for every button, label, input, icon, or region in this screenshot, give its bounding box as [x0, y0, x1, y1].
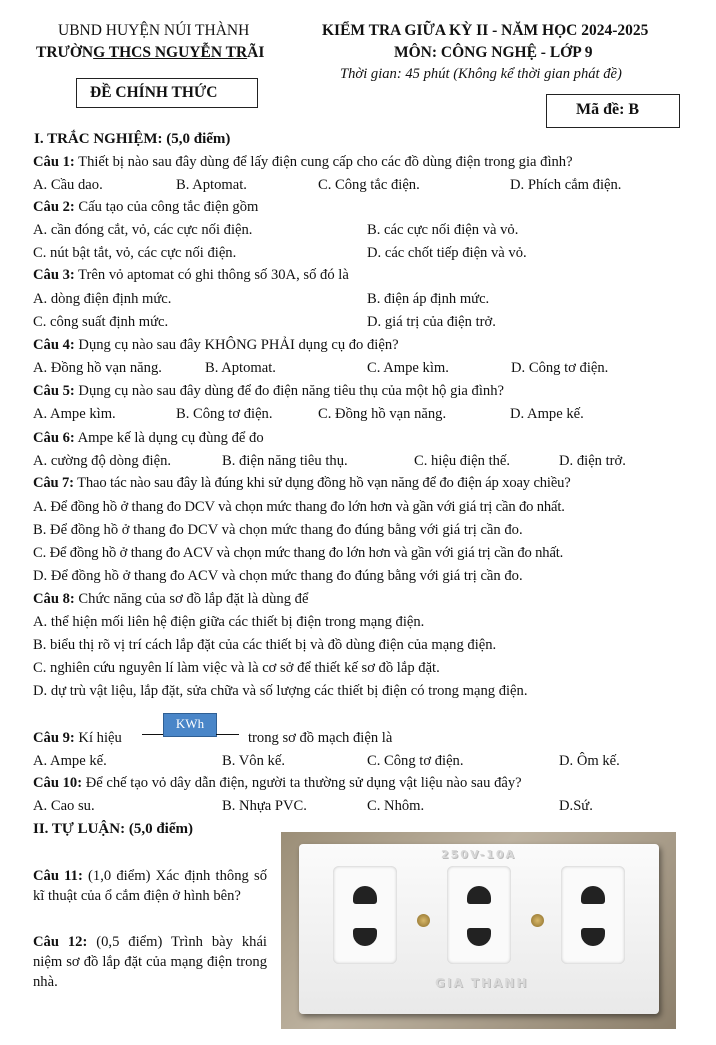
q2-option-a: A. cần đóng cắt, vỏ, các cực nối điện.: [33, 222, 253, 238]
question-7-text: Thao tác nào sau đây là đúng khi sử dụng đồng hồ vạn năng để đo điện áp xoay chiều?: [73, 475, 571, 491]
question-4-num: Câu 4:: [33, 337, 75, 353]
q9-option-b: B. Vôn kế.: [222, 753, 285, 769]
q9-option-c: C. Công tơ điện.: [367, 753, 464, 769]
q7-option-d: D. Để đồng hồ ở thang đo ACV và chọn mức thang đo đúng bằng với giá trị cần đo.: [33, 568, 523, 584]
question-5: [33, 382, 504, 400]
question-12: [33, 932, 267, 992]
screw-right: [531, 914, 544, 927]
q2-option-c: C. nút bật tắt, vỏ, các cực nối điện.: [33, 245, 237, 261]
school-name-prefix: TRƯỜN: [36, 44, 94, 61]
exam-title: KIỂM TRA GIỮA KỲ II - NĂM HỌC 2024-2025: [322, 22, 649, 39]
q1-option-a: A. Cầu dao.: [33, 177, 103, 193]
question-2-num: Câu 2:: [33, 199, 75, 215]
time-note: Thời gian: 45 phút (Không kể thời gian phát đề): [340, 66, 622, 82]
question-1-text: Thiết bị nào sau đây dùng để lấy điện cung cấp cho các đồ dùng điện trong gia đình?: [74, 154, 573, 170]
question-11-text: (1,0 điểm) Xác định thông số kĩ thuật của ổ cắm điện ở hình bên?: [33, 868, 267, 904]
q3-option-d: D. giá trị của điện trở.: [367, 314, 496, 330]
q2-option-b: B. các cực nối điện và vỏ.: [367, 222, 519, 238]
q3-option-c: C. công suất định mức.: [33, 314, 169, 330]
socket-brand-label: GIA THANH: [435, 976, 529, 990]
section2-title: II. TỰ LUẬN: (5,0 điểm): [33, 821, 193, 837]
kwh-wire-left: [142, 734, 163, 735]
question-2-text: Cấu tạo của công tắc điện gồm: [74, 199, 259, 215]
outlet-3-slot-bottom: [581, 928, 605, 946]
question-8-num: Câu 8:: [33, 591, 75, 607]
q10-option-d: D.Sứ.: [559, 798, 593, 814]
outlet-1: [333, 866, 397, 964]
q7-option-b: B. Để đồng hồ ở thang đo DCV và chọn mức thang đo đúng bằng với giá trị cần đo.: [33, 522, 523, 538]
question-12-num: Câu 12:: [33, 934, 88, 950]
question-10-num: Câu 10:: [33, 775, 83, 791]
socket-photo: [281, 832, 676, 1029]
q8-option-b: B. biểu thị rõ vị trí cách lắp đặt của các thiết bị và đồ dùng điện của mạng điện.: [33, 637, 497, 653]
outlet-2-slot-bottom: [467, 928, 491, 946]
kwh-meter-symbol: KWh: [163, 713, 217, 737]
q4-option-c: C. Ampe kìm.: [367, 360, 449, 376]
question-4: [33, 336, 399, 354]
question-1-num: Câu 1:: [33, 154, 75, 170]
q5-option-b: B. Công tơ điện.: [176, 406, 273, 422]
question-9-num: Câu 9:: [33, 730, 75, 746]
q6-option-a: A. cường độ dòng điện.: [33, 453, 172, 469]
outlet-2-slot-top: [467, 886, 491, 904]
outlet-1-slot-bottom: [353, 928, 377, 946]
q3-option-a: A. dòng điện định mức.: [33, 291, 172, 307]
question-7: [33, 474, 571, 492]
question-3-num: Câu 3:: [33, 267, 75, 283]
question-1: [33, 153, 573, 171]
q4-option-a: A. Đồng hồ vạn năng.: [33, 360, 162, 376]
question-8: [33, 590, 308, 608]
screw-left: [417, 914, 430, 927]
exam-code: Mã đề: B: [576, 101, 640, 118]
question-11-num: Câu 11:: [33, 868, 83, 884]
question-3-text: Trên vỏ aptomat có ghi thông số 30A, số đó là: [74, 267, 349, 283]
q2-option-d: D. các chốt tiếp điện và vỏ.: [367, 245, 527, 261]
question-10-text: Để chế tạo vỏ dây dẫn điện, người ta thường sử dụng vật liệu nào sau đây?: [82, 775, 522, 791]
q10-option-a: A. Cao su.: [33, 798, 95, 814]
q5-option-a: A. Ampe kìm.: [33, 406, 116, 422]
q4-option-b: B. Aptomat.: [205, 360, 276, 376]
question-8-text: Chức năng của sơ đồ lắp đặt là dùng để: [74, 591, 309, 607]
outlet-1-slot-top: [353, 886, 377, 904]
q1-option-c: C. Công tắc điện.: [318, 177, 420, 193]
q7-option-c: C. Để đồng hồ ở thang đo ACV và chọn mức thang đo lớn hơn và gần với giá trị cần đo nhất.: [33, 545, 564, 561]
q3-option-b: B. điện áp định mức.: [367, 291, 490, 307]
question-9-text-before: Kí hiệu: [74, 730, 122, 746]
question-9-text-after: trong sơ đồ mạch điện là: [248, 730, 393, 746]
outlet-3: [561, 866, 625, 964]
school-name-suffix: ÃI: [247, 44, 265, 61]
q1-option-d: D. Phích cắm điện.: [510, 177, 622, 193]
outlet-2: [447, 866, 511, 964]
kwh-wire-right: [216, 734, 239, 735]
question-3: [33, 266, 349, 284]
question-6: [33, 429, 264, 447]
q5-option-c: C. Đồng hồ vạn năng.: [318, 406, 447, 422]
socket-body: [299, 844, 659, 1014]
official-label: ĐỀ CHÍNH THỨC: [90, 84, 218, 101]
question-6-num: Câu 6:: [33, 430, 75, 446]
question-10: [33, 774, 522, 792]
q6-option-b: B. điện năng tiêu thụ.: [222, 453, 348, 469]
question-6-text: Ampe kế là dụng cụ đùng để đo: [74, 430, 264, 446]
q8-option-d: D. dự trù vật liệu, lắp đặt, sửa chữa và số lượng các thiết bị điện có trong mạng điện.: [33, 683, 528, 699]
q4-option-d: D. Công tơ điện.: [511, 360, 609, 376]
q5-option-d: D. Ampe kế.: [510, 406, 584, 422]
question-9-lead: [33, 729, 122, 747]
school-district: UBND HUYỆN NÚI THÀNH: [58, 22, 250, 39]
question-7-num: Câu 7:: [33, 475, 74, 491]
question-11: [33, 866, 267, 906]
school-name: [36, 44, 264, 62]
q8-option-a: A. thể hiện mối liên hệ điện giữa các thiết bị điện trong mạng điện.: [33, 614, 425, 630]
q9-option-a: A. Ampe kế.: [33, 753, 107, 769]
q10-option-b: B. Nhựa PVC.: [222, 798, 307, 814]
q1-option-b: B. Aptomat.: [176, 177, 247, 193]
question-5-text: Dụng cụ nào sau đây dùng để đo điện năng tiêu thụ của một hộ gia đình?: [74, 383, 504, 399]
question-5-num: Câu 5:: [33, 383, 75, 399]
q9-option-d: D. Ôm kế.: [559, 753, 620, 769]
q6-option-c: C. hiệu điện thế.: [414, 453, 511, 469]
q10-option-c: C. Nhôm.: [367, 798, 425, 814]
q8-option-c: C. nghiên cứu nguyên lí làm việc và là cơ sở để thiết kế sơ đồ lắp đặt.: [33, 660, 440, 676]
section1-title: I. TRẮC NGHIỆM: (5,0 điểm): [34, 131, 231, 147]
question-2: [33, 198, 258, 216]
outlet-3-slot-top: [581, 886, 605, 904]
socket-rating-label: 250V-10A: [441, 848, 517, 861]
school-name-underlined: G THCS NGUYỄN TR: [93, 44, 248, 61]
subject-line: MÔN: CÔNG NGHỆ - LỚP 9: [394, 44, 593, 61]
question-12-text: (0,5 điểm) Trình bày khái niệm sơ đồ lắp đặt của mạng điện trong nhà.: [33, 934, 267, 990]
question-4-text: Dụng cụ nào sau đây KHÔNG PHẢI dụng cụ đo điện?: [74, 337, 399, 353]
q6-option-d: D. điện trở.: [559, 453, 626, 469]
q7-option-a: A. Để đồng hồ ở thang đo DCV và chọn mức thang đo lớn hơn và gần với giá trị cần đo nhất.: [33, 499, 565, 515]
